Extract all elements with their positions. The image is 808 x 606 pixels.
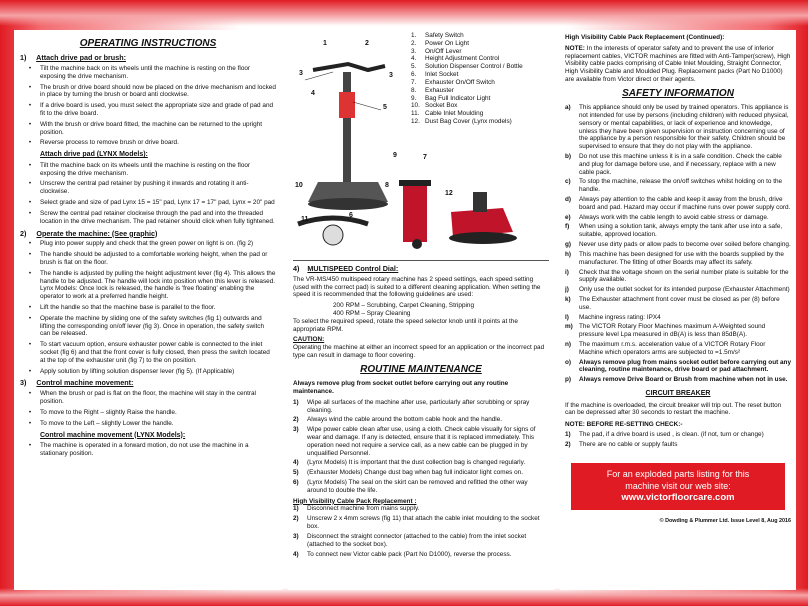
bullet-icon: • <box>28 83 32 91</box>
legend-label: Inlet Socket <box>425 71 459 79</box>
bullet-icon: • <box>28 199 32 207</box>
list-item-text: The VICTOR Rotary Floor Machines maximum A-Weighted sound pressure level Lpa measured in dB(A) is less than 85dB(A). <box>579 323 766 339</box>
list-item-text: Lift the handle so that the machine base is parallel to the floor. <box>40 303 216 311</box>
list-item-text: Wipe power cable clean after use, using a cloth. Check cable visually for signs of wear and damage. If any is detected, ensure that it is replaced immediately. This operation need not require a service call, as a new cable can be plugged in by unqualified Personnel. <box>307 426 536 457</box>
list-marker: i) <box>565 268 569 276</box>
list-marker: p) <box>565 376 572 384</box>
legend-label: Cable Inlet Moulding <box>425 110 484 118</box>
list-item <box>20 442 276 458</box>
list-item-text: Machine ingress rating: IPX4 <box>579 313 661 321</box>
callout-12: 12 <box>445 190 453 197</box>
list-marker: o) <box>565 358 572 366</box>
section-3-list <box>20 390 276 427</box>
list-item-text: Never use dirty pads or allow pads to become over soiled before changing. <box>579 241 791 249</box>
callout-3-right: 3 <box>389 72 393 79</box>
list-item-text: Always wind the cable around the bottom cable hook and the handle. <box>307 416 503 424</box>
bullet-icon: • <box>28 303 32 311</box>
list-item <box>20 139 276 147</box>
list-item-text: When the brush or pad is flat on the floor, the machine will stay in the central position. <box>40 390 256 406</box>
list-item-text: Always pay attention to the cable and keep it away from the brush, drive board and pad. Hazard may occur if machine runs over power supply cord. <box>579 196 791 211</box>
list-item <box>20 390 276 406</box>
list-marker: d) <box>565 196 572 203</box>
legend-item <box>411 55 523 63</box>
list-item-text: Only use the outlet socket for its intended purpose (Exhauster Attachment) <box>579 286 790 294</box>
list-item <box>565 241 791 249</box>
list-item <box>20 162 276 178</box>
list-item-text: If a drive board is used, you must select the appropriate size and grade of pad and fit to the drive board. <box>40 102 274 118</box>
list-item <box>565 269 791 285</box>
list-item <box>565 196 791 212</box>
legend-item <box>411 102 523 110</box>
list-item-text: Tilt the machine back on its wheels until the machine is resting on the floor exposing the drive mechanism. <box>40 64 251 80</box>
list-marker: 1) <box>293 398 299 406</box>
caution-text: Operating the machine at either an incorrect speed for an application or the incorrect pad type can result in damage to floor covering. <box>293 344 545 360</box>
list-item <box>293 426 549 457</box>
legend-item <box>411 95 523 103</box>
list-item <box>293 551 549 559</box>
list-item <box>565 223 791 239</box>
list-item <box>565 431 791 439</box>
list-marker: a) <box>565 104 571 112</box>
copyright: © Dowding & Plummer Ltd. Issue Level 8, Aug 2016 <box>659 517 791 524</box>
list-item <box>565 286 791 294</box>
list-item <box>20 121 276 137</box>
legend-number: 4. <box>411 55 417 63</box>
legend-number: 6. <box>411 71 417 79</box>
bullet-icon: • <box>28 390 32 398</box>
list-item <box>565 153 791 176</box>
list-item <box>20 420 276 428</box>
caution-title: CAUTION: <box>293 336 325 344</box>
bullet-icon: • <box>28 269 32 277</box>
circuit-breaker-text: If the machine is overloaded, the circuit breaker will trip out. The reset button can be depressed after 30 seconds to restart the machine. <box>565 401 782 417</box>
list-item <box>565 296 791 312</box>
legend-label: Safety Switch <box>425 32 464 39</box>
list-item <box>293 469 549 477</box>
lynx-movement-heading: Control machine movement (LYNX Models): <box>40 431 186 439</box>
list-item-text: This appliance should only be used by trained operators. This appliance is not intended for use by persons (including children) with reduced physical, sensory or mental capabilities, or lack of experience and knowledge, unless they have been given supervision or instruction concerning use of the appliance by a person responsible for their safety. Children should be supervised to ensure that they do not play with the appliance. <box>579 104 789 151</box>
callout-2: 2 <box>365 40 369 47</box>
list-item-text: Select grade and size of pad Lynx 15 = 15" pad, Lynx 17 = 17" pad, Lynx = 20" pad <box>40 199 275 207</box>
list-item <box>20 341 276 364</box>
legend-label: Dust Bag Cover (Lynx models) <box>425 117 512 125</box>
list-item-text: Always remove Drive Board or Brush from machine when not in use. <box>579 376 788 384</box>
list-item <box>565 323 791 339</box>
bullet-icon: • <box>28 120 32 128</box>
section-2-heading: 2) Operate the machine: (See graphic) <box>20 228 158 238</box>
section-1-list <box>20 65 276 147</box>
list-item-text: The Exhauster attachment front cover must be closed as per (8) before use. <box>579 295 780 311</box>
legend-item <box>411 63 523 71</box>
list-item <box>293 533 549 549</box>
operating-instructions-panel <box>14 30 282 590</box>
section-1-heading: 1) Attach drive pad or brush: <box>20 53 126 63</box>
legend-label: Bag Full Indicator Light <box>425 94 491 102</box>
hv-note: NOTE: In the interests of operator safety and to prevent the use of inferior replacement cables, VICTOR machines are fitted with Anti-Tamper(screw), High Visibility cable packs comprising of Cable Inlet Moulding, Straight Connector, High Visibility Cable and Moulded Plug. Replacement packs (Part No D1000) are available from Victor direct or their agents. <box>565 44 791 84</box>
legend-item <box>411 79 523 87</box>
multispeed-select: To select the required speed, rotate the speed selector knob until it points at the appropriate RPM. <box>293 317 518 333</box>
list-item <box>20 210 276 226</box>
list-marker: l) <box>565 313 569 321</box>
operating-title: OPERATING INSTRUCTIONS <box>79 38 217 49</box>
list-item-text: This machine has been designed for use with the boards supplied by the manufacturer. The fitting of other Boards may affect its safety. <box>579 250 784 266</box>
reset-check-list <box>565 431 791 449</box>
list-marker: h) <box>565 250 572 258</box>
maintenance-title: ROUTINE MAINTENANCE <box>360 363 482 375</box>
legend-label: Solution Dispenser Control / Bottle <box>425 63 523 71</box>
legend-number: 2. <box>411 39 417 47</box>
list-marker: b) <box>565 152 572 160</box>
list-item <box>565 359 791 375</box>
list-item-text: Operate the machine by sliding one of the safety switches (fig 1) outwards and lifting the corresponding on/off lever (fig 3). Once in operation, the safety switch can be released. <box>40 314 265 338</box>
list-marker: 1) <box>565 431 571 439</box>
legend-item <box>411 32 523 40</box>
bullet-icon: • <box>28 419 32 427</box>
legend-item <box>411 118 523 126</box>
list-item <box>20 240 276 248</box>
list-item-text: The machine is operated in a forward motion, do not use the machine in a stationary position. <box>40 442 249 457</box>
multispeed-intro: The VR-MS/450 multispeed rotary machine has 2 speed settings, each speed setting (used with the correct pad) is suited to a different cleaning application. When setting the speed it is recommended that the following guidelines are used: <box>293 275 541 299</box>
list-item <box>565 441 791 449</box>
divider <box>293 260 549 261</box>
list-item <box>293 416 549 424</box>
safety-bold-list <box>565 359 791 384</box>
list-item-text: (Lynx Models) The seal on the skirt can be removed and refitted the other way around to double the life. <box>307 479 528 494</box>
list-item-text: Unscrew the central pad retainer by pushing it inwards and rotating it anti-clockwise. <box>40 180 249 196</box>
legend-number: 9. <box>411 94 417 102</box>
list-marker: 3) <box>293 426 299 434</box>
list-item-text: To start vacuum option, ensure exhauster power cable is connected to the inlet socket (fig 6) and that the front cover is fully closed, then press the switch located at the top of the exhauster unit (fig 7) to the on position. <box>40 341 270 364</box>
bullet-icon: • <box>28 180 32 188</box>
list-item <box>20 84 276 100</box>
legend-item <box>411 110 523 118</box>
list-item <box>565 341 791 357</box>
list-marker: 2) <box>293 515 299 523</box>
legend-number: 3. <box>411 47 417 55</box>
legend-number: 5. <box>411 63 417 71</box>
speed-400: 400 RPM – Spray Cleaning <box>333 310 411 318</box>
list-item <box>20 199 276 207</box>
list-item-text: The pad, if a drive board is used , is clean. (if not, turn or change) <box>579 431 764 439</box>
callout-10: 10 <box>295 182 303 189</box>
bullet-icon: • <box>28 367 32 375</box>
list-item-text: Reverse process to remove brush or drive board. <box>40 139 179 147</box>
callout-3-left: 3 <box>299 70 303 77</box>
callout-7: 7 <box>423 154 427 161</box>
section-3-heading: 3) Control machine movement: <box>20 378 134 388</box>
parts-legend <box>411 32 523 126</box>
callout-5: 5 <box>383 104 387 111</box>
hv-replacement-list <box>293 505 549 558</box>
list-marker: e) <box>565 213 571 221</box>
list-item-text: There are no cable or supply faults <box>579 440 678 448</box>
list-marker: f) <box>565 223 570 231</box>
list-item-text: (Exhauster Models) Change dust bag when bag full indicator light comes on. <box>307 469 523 477</box>
legend-label: On/Off Lever <box>425 47 462 55</box>
bullet-icon: • <box>28 341 32 349</box>
list-item <box>20 368 276 376</box>
bullet-icon: • <box>28 64 32 72</box>
speed-200: 200 RPM – Scrubbing, Carpet Cleaning, Stripping <box>333 302 475 310</box>
list-item <box>20 180 276 196</box>
list-marker: g) <box>565 241 572 249</box>
list-item-text: With the brush or drive board fitted, the machine can be returned to the upright position. <box>40 120 263 136</box>
list-item <box>20 304 276 312</box>
list-item <box>565 178 791 194</box>
list-item-text: Always remove plug from mains socket outlet before carrying out any cleaning, routine maintenance, drive board or pad attachment. <box>579 358 792 374</box>
list-item-text: To move to the Right – slightly Raise the handle. <box>40 408 177 416</box>
list-item <box>565 104 791 151</box>
list-item-text: Plug into power supply and check that the green power on light is on. (fig 2) <box>40 240 254 248</box>
callout-9: 9 <box>393 152 397 159</box>
list-item-text: Apply solution by lifting solution dispenser lever (fig 5). (If Applicable) <box>40 367 235 375</box>
list-item-text: Always work with the cable length to avoid cable stress or damage. <box>579 213 769 221</box>
bullet-icon: • <box>28 209 32 217</box>
callout-4: 4 <box>311 90 315 97</box>
list-marker: 6) <box>293 479 299 487</box>
list-marker: 3) <box>293 532 299 540</box>
list-item <box>565 251 791 267</box>
list-item <box>20 270 276 301</box>
list-item <box>293 515 549 531</box>
bottom-red-band <box>0 588 808 606</box>
list-item-text: Screw the central pad retainer clockwise through the pad and into the threaded location in the drive mechanism. The pad retainer should click when fully tightened. <box>40 209 275 225</box>
list-item-text: The brush or drive board should now be placed on the drive mechanism and locked in place by turning the brush or board anti clockwise. <box>40 83 276 99</box>
circuit-breaker-title: CIRCUIT BREAKER <box>645 390 711 398</box>
list-marker: c) <box>565 178 571 186</box>
list-item <box>20 409 276 417</box>
legend-item <box>411 40 523 48</box>
legend-label: Socket Box <box>425 102 458 110</box>
bullet-icon: • <box>28 442 32 450</box>
list-item <box>293 479 549 495</box>
reset-check-title: NOTE: BEFORE RE-SETTING CHECK:- <box>565 421 683 429</box>
list-marker: 1) <box>293 505 299 513</box>
legend-label: Power On Light <box>425 39 470 47</box>
safety-panel <box>560 30 796 590</box>
callout-8: 8 <box>385 182 389 189</box>
list-item-text: Disconnect machine from mains supply. <box>307 505 420 513</box>
list-item-text: Do not use this machine unless it is in a safe condition. Check the cable and plug for damage before use, and if necessary, replace with a new cable pack. <box>579 152 782 176</box>
list-item-text: The maximum r.m.s. acceleration value of a VICTOR Rotary Floor Machine which operators arms are subjected to =1.5m/s² <box>579 341 766 356</box>
list-marker: m) <box>565 323 573 331</box>
legend-label: Height Adjustment Control <box>425 55 500 63</box>
speed-list <box>293 302 549 318</box>
list-marker: 4) <box>293 550 299 558</box>
callout-1: 1 <box>323 40 327 47</box>
list-marker: 4) <box>293 459 299 467</box>
machine-and-maintenance-panel <box>288 30 554 590</box>
website-promo: For an exploded parts listing for this machine visit our web site: www.victorfloorcare.com <box>571 463 785 510</box>
list-item <box>20 315 276 338</box>
bullet-icon: • <box>28 314 32 322</box>
lynx-movement-list <box>20 442 276 458</box>
maintenance-warning: Always remove plug from socket outlet before carrying out any routine maintenance. <box>293 380 509 395</box>
safety-title: SAFETY INFORMATION <box>622 87 734 99</box>
list-marker: 5) <box>293 469 299 477</box>
callout-6: 6 <box>349 212 353 219</box>
multispeed-heading: 4) MULTISPEED Control Dial: <box>293 264 399 273</box>
section-2-list <box>20 240 276 375</box>
legend-number: 10. <box>411 102 420 110</box>
bullet-icon: • <box>28 251 32 259</box>
list-item-text: To connect new Victor cable pack (Part No D1000), reverse the process. <box>307 550 512 558</box>
hv-continued-heading: High Visibility Cable Pack Replacement (Continued): <box>565 34 725 41</box>
list-item <box>565 214 791 222</box>
legend-item <box>411 48 523 56</box>
list-marker: j) <box>565 286 569 294</box>
list-item <box>20 102 276 118</box>
callout-11: 11 <box>301 216 309 223</box>
bullet-icon: • <box>28 139 32 147</box>
list-item <box>20 251 276 267</box>
safety-list <box>565 104 791 357</box>
legend-number: 8. <box>411 86 417 94</box>
legend-label: Exhauster <box>425 86 454 94</box>
list-item <box>565 376 791 384</box>
maintenance-list <box>293 399 549 495</box>
list-marker: k) <box>565 295 571 303</box>
list-marker: 2) <box>293 416 299 424</box>
list-item <box>565 314 791 322</box>
legend-number: 1. <box>411 32 417 39</box>
machine-figure <box>293 32 549 257</box>
list-item <box>293 399 549 415</box>
list-item-text: The handle is adjusted by pulling the height adjustment lever (fig 4). This allows the handle to be adjusted. The handle will lock into position when this lever is released. Lynx Models: Once lock is released, the handle is 'free floating' enabling the operator to work at a preferred handle height. <box>40 269 276 301</box>
list-item <box>20 65 276 81</box>
list-item-text: The handle should be adjusted to a comfortable working height, when the pad or brush is flat on the floor. <box>40 251 268 266</box>
legend-number: 12. <box>411 117 420 125</box>
legend-item <box>411 87 523 95</box>
lynx-pad-list <box>20 162 276 226</box>
legend-number: 7. <box>411 78 417 86</box>
list-item-text: Tilt the machine back on its wheels until the machine is resting on the floor exposing the drive mechanism. <box>40 161 251 177</box>
list-marker: 2) <box>565 440 571 448</box>
bullet-icon: • <box>28 161 32 169</box>
list-item-text: To stop the machine, release the on/off switches whilst holding on to the handle. <box>579 178 783 194</box>
list-item <box>293 505 549 513</box>
bullet-icon: • <box>28 102 32 110</box>
lynx-pad-heading: Attach drive pad (LYNX Models): <box>40 151 148 159</box>
list-item-text: Wipe all surfaces of the machine after use, particularly after scrubbing or spray cleaning. <box>307 398 530 414</box>
top-red-band <box>0 0 808 26</box>
bullet-icon: • <box>28 408 32 416</box>
bullet-icon: • <box>28 240 32 248</box>
list-item-text: Disconnect the straight connector (attached to the cable) from the inlet socket (attached to the socket box). <box>307 532 527 548</box>
website-link[interactable]: www.victorfloorcare.com <box>621 491 735 503</box>
hv-replacement-heading: High Visibility Cable Pack Replacement : <box>293 497 417 505</box>
list-item-text: (Lynx Models) It is important that the dust collection bag is changed regularly. <box>307 459 526 467</box>
legend-number: 11. <box>411 110 420 118</box>
list-item-text: Unscrew 2 x 4mm screws (fig 11) that attach the cable inlet moulding to the socket box. <box>307 515 540 531</box>
list-marker: n) <box>565 341 572 348</box>
list-item-text: When using a solution tank, always empty the tank after use into a safe, suitable, approved location. <box>579 223 783 239</box>
legend-label: Exhauster On/Off Switch <box>425 78 495 86</box>
list-item-text: To move to the Left – slightly Lower the handle. <box>40 419 174 427</box>
legend-item <box>411 71 523 79</box>
list-item <box>293 459 549 467</box>
list-item-text: Check that the voltage shown on the serial number plate is suitable for the supply available. <box>579 268 789 284</box>
